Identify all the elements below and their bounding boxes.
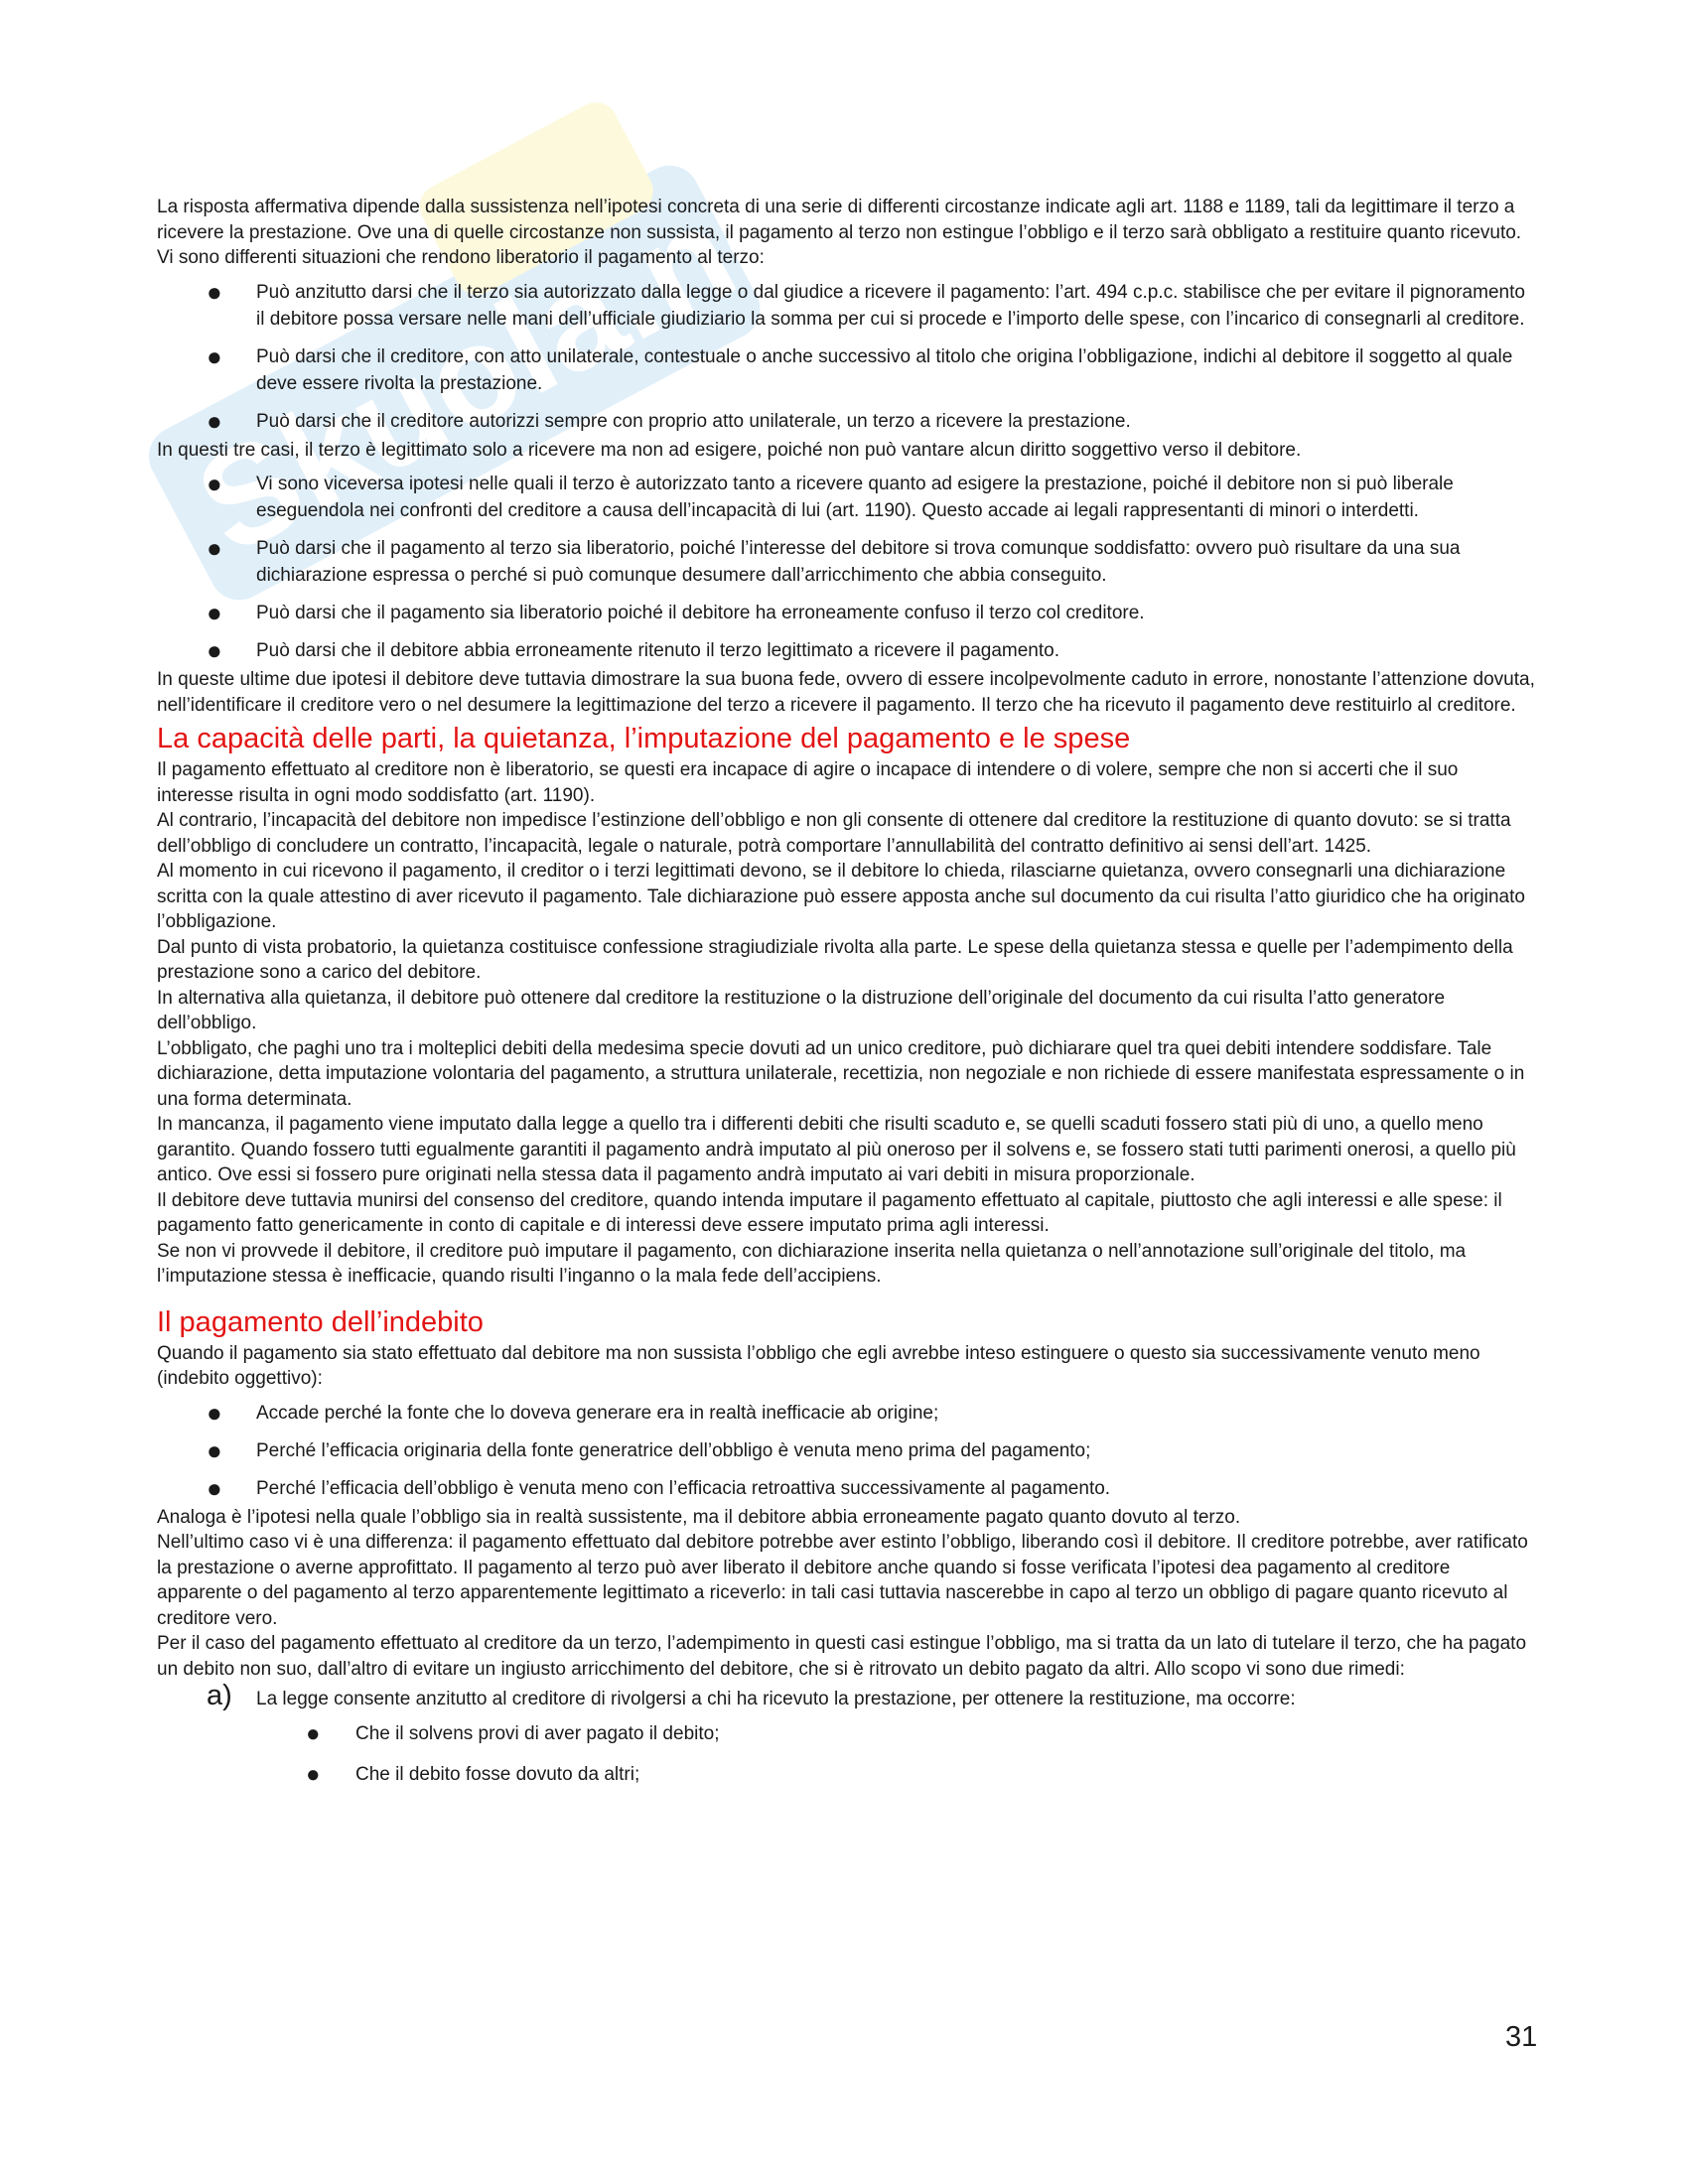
paragraph: Quando il pagamento sia stato effettuato dal debitore ma non sussista l’obbligo che egli avrebbe inteso estinguere o questo sia successivamente venuto meno (indebito oggettivo):	[157, 1342, 1480, 1389]
list-item: ● Può anzitutto darsi che il terzo sia autorizzato dalla legge o dal giudice a ricevere il pagamento: l’art. 494 c.p.c. stabilisce che per evitare il pignoramento il debitore possa versare nelle mani dell’ufficiale giudiziario la somma per cui si procede e l’importo delle spese, con l’incarico di consegnarli al creditore.	[207, 276, 1525, 330]
paragraph: Al momento in cui ricevono il pagamento, il creditor o i terzi legittimati devono, se il debitore lo chieda, rilasciarne quietanza, ovvero consegnarli una dichiarazione scritta con la quale attestino di aver ricevuto il pagamento. Tale dichiarazione può essere apposta anche sul documento da cui risulta l’atto giuridico che ha originato l’obbligazione.	[157, 861, 1525, 932]
alpha-list	[157, 1680, 1537, 1788]
paragraph: Nell’ultimo caso vi è una differenza: il pagamento effettuato dal debitore potrebbe aver estinto l’obbligo, liberando così il debitore. Il creditore potrebbe, aver ratificato la prestazione o averne approfittato. Il pagamento al terzo può aver liberato il debitore anche quando si fosse verificata l’ipotesi dea pagamento al creditore apparente o del pagamento al terzo apparentemente legittimato a riceverlo: in tali casi tuttavia nascerebbe in capo al terzo un obbligo di pagare quanto ricevuto al creditore vero.	[157, 1532, 1528, 1629]
sub-bullet-list	[256, 1720, 1537, 1788]
paragraph: La risposta affermativa dipende dalla sussistenza nell’ipotesi concreta di una serie di differenti circostanze indicate agli art. 1188 e 1189, tali da legittimare il terzo a ricevere la prestazione. Ove una di quelle circostanze non sussista, il pagamento al terzo non estingue l’obbligo e il terzo sarà obbligato a restituire quanto ricevuto.	[157, 197, 1522, 243]
paragraph: In questi tre casi, il terzo è legittimato solo a ricevere ma non ad esigere, poiché non può vantare alcun diritto soggettivo verso il debitore.	[157, 439, 1302, 461]
list-item: ● Può darsi che il creditore autorizzi sempre con proprio atto unilaterale, un terzo a ricevere la prestazione.	[207, 405, 1131, 436]
bullet-icon: ●	[207, 276, 222, 307]
bullet-icon: ●	[207, 405, 222, 436]
list-item: ● Può darsi che il debitore abbia erroneamente ritenuto il terzo legittimato a ricevere il pagamento.	[207, 635, 1060, 665]
list-item: ● Può darsi che il creditore, con atto unilaterale, contestuale o anche successivo al titolo che origina l’obbligazione, indichi al debitore il soggetto al quale deve essere rivolta la prestazione.	[207, 341, 1513, 394]
paragraph: In mancanza, il pagamento viene imputato dalla legge a quello tra i differenti debiti che risulti scaduto e, se quelli scaduti fossero stati più di uno, a quello meno garantito. Quando fossero tutti egualmente garantiti il pagamento andrà imputato al più oneroso per il solvens e, se fossero stati tutti parimenti onerosi, a quello più antico. Ove essi si fossero pure originati nella stessa data il pagamento andrà imputato ai vari debiti in misura proporzionale.	[157, 1114, 1516, 1185]
paragraph: Dal punto di vista probatorio, la quietanza costituisce confessione stragiudiziale rivolta alla parte. Le spese della quietanza stessa e quelle per l’adempimento della prestazione sono a carico del debitore.	[157, 936, 1513, 983]
paragraph: Per il caso del pagamento effettuato al creditore da un terzo, l’adempimento in questi casi estingue l’obbligo, ma si tratta da un lato di tutelare il terzo, che ha pagato un debito non suo, dall’altro di evitare un ingiusto arricchimento del debitore, che si è ritrovato un debito pagato da altri. Allo scopo vi sono due rimedi:	[157, 1633, 1527, 1680]
list-item: ● Perché l’efficacia dell’obbligo è venuta meno con l’efficacia retroattiva successivamente al pagamento.	[207, 1472, 1111, 1503]
bullet-icon: ●	[306, 1761, 321, 1788]
list-item: ● Perché l’efficacia originaria della fonte generatrice dell’obbligo è venuta meno prima del pagamento;	[207, 1434, 1091, 1465]
paragraph: Il pagamento effettuato al creditore non è liberatorio, se questi era incapace di agire o incapace di intendere o di volere, sempre che non si accerti che il suo interesse risulta in ogni modo soddisfatto (art. 1190).	[157, 759, 1459, 806]
paragraph: L’obbligato, che paghi uno tra i molteplici debiti della medesima specie dovuti ad un unico creditore, può dichiarare quel tra quei debiti intendere soddisfare. Tale dichiarazione, detta imputazione volontaria del pagamento, a struttura unilaterale, recettizia, non negoziale e non richiede di essere manifestata espressamente o in una forma determinata.	[157, 1037, 1525, 1110]
paragraph: Analoga è l’ipotesi nella quale l’obbligo sia in realtà sussistente, ma il debitore abbia erroneamente pagato quanto dovuto al terzo.	[157, 1506, 1241, 1528]
bullet-icon: ●	[207, 533, 222, 563]
paragraph: Se non vi provvede il debitore, il creditore può imputare il pagamento, con dichiarazione inserita nella quietanza o nell’annotazione sull’originale del titolo, ma l’imputazione stessa è inefficacie, quando risulti l’inganno o la mala fede dell’accipiens.	[157, 1240, 1467, 1287]
paragraph: Al contrario, l’incapacità del debitore non impedisce l’estinzione dell’obbligo e non gli consente di ottenere dal creditore la restituzione di quanto dovuto: se si tratta dell’obbligo di concludere un contratto, l’incapacità, legale o naturale, potrà comportare l’annullabilità del contratto definitivo ai sensi dell’art. 1425.	[157, 810, 1511, 857]
page-content	[157, 195, 1537, 1802]
list-item: a) La legge consente anzitutto al creditore di rivolgersi a chi ha ricevuto la prestazione, per ottenere la restituzione, ma occorre: ● Che il solvens provi di aver pagato il debito; ● Che il debito fosse dovuto da altri;	[157, 1686, 1537, 1788]
watermark-text: Skuola.net	[173, 115, 794, 584]
list-item: ● Vi sono viceversa ipotesi nelle quali il terzo è autorizzato tanto a ricevere quanto ad esigere la prestazione, poiché il debitore non si può liberale eseguendola nei confronti del creditore a causa dell’incapacità di lui (art. 1190). Questo accade ai legali rappresentanti di minori o interdetti.	[207, 469, 1454, 521]
bullet-icon: ●	[207, 469, 222, 498]
bullet-list	[157, 276, 1537, 436]
list-item: ● Che il debito fosse dovuto da altri;	[306, 1761, 640, 1788]
list-item: ● Accade perché la fonte che lo doveva generare era in realtà inefficacie ab origine;	[207, 1397, 939, 1428]
bullet-icon: ●	[207, 1472, 222, 1503]
bullet-list	[157, 1397, 1537, 1503]
paragraph: Il debitore deve tuttavia munirsi del consenso del creditore, quando intenda imputare il pagamento effettuato al capitale, piuttosto che agli interessi e alle spese: il pagamento fatto genericamente in conto di capitale e di interessi deve essere imputato prima agli interessi.	[157, 1189, 1502, 1236]
paragraph: In queste ultime due ipotesi il debitore deve tuttavia dimostrare la sua buona fede, ovvero di essere incolpevolmente caduto in errore, nonostante l’attenzione dovuta, nell’identificare il creditore vero o nel desumere la legittimazione del terzo a ricevere il pagamento. Il terzo che ha ricevuto il pagamento deve restituirlo al creditore.	[157, 669, 1535, 716]
list-marker: a)	[207, 1680, 232, 1711]
bullet-icon: ●	[207, 635, 222, 665]
list-item: ● Può darsi che il pagamento sia liberatorio poiché il debitore ha erroneamente confuso il terzo col creditore.	[207, 598, 1145, 627]
list-item: ● Può darsi che il pagamento al terzo sia liberatorio, poiché l’interesse del debitore si trova comunque soddisfatto: ovvero può risultare da una sua dichiarazione espressa o perché si può comunque desumere dall’arricchimento che abbia conseguito.	[207, 533, 1461, 586]
bullet-list	[157, 471, 1537, 664]
bullet-icon: ●	[207, 1434, 222, 1465]
section-heading: Il pagamento dell’indebito	[157, 1305, 484, 1338]
section-heading: La capacità delle parti, la quietanza, l’imputazione del pagamento e le spese	[157, 723, 1131, 754]
paragraph: Vi sono differenti situazioni che rendono liberatorio il pagamento al terzo:	[157, 247, 765, 268]
bullet-icon: ●	[306, 1720, 321, 1747]
bullet-icon: ●	[207, 1397, 222, 1428]
list-item: ● Che il solvens provi di aver pagato il debito;	[306, 1720, 720, 1747]
bullet-icon: ●	[207, 598, 222, 627]
paragraph: In alternativa alla quietanza, il debitore può ottenere dal creditore la restituzione o la distruzione dell’originale del documento da cui risulta l’atto generatore dell’obbligo.	[157, 987, 1446, 1033]
page-number: 31	[1505, 2021, 1538, 2053]
bullet-icon: ●	[207, 341, 222, 371]
